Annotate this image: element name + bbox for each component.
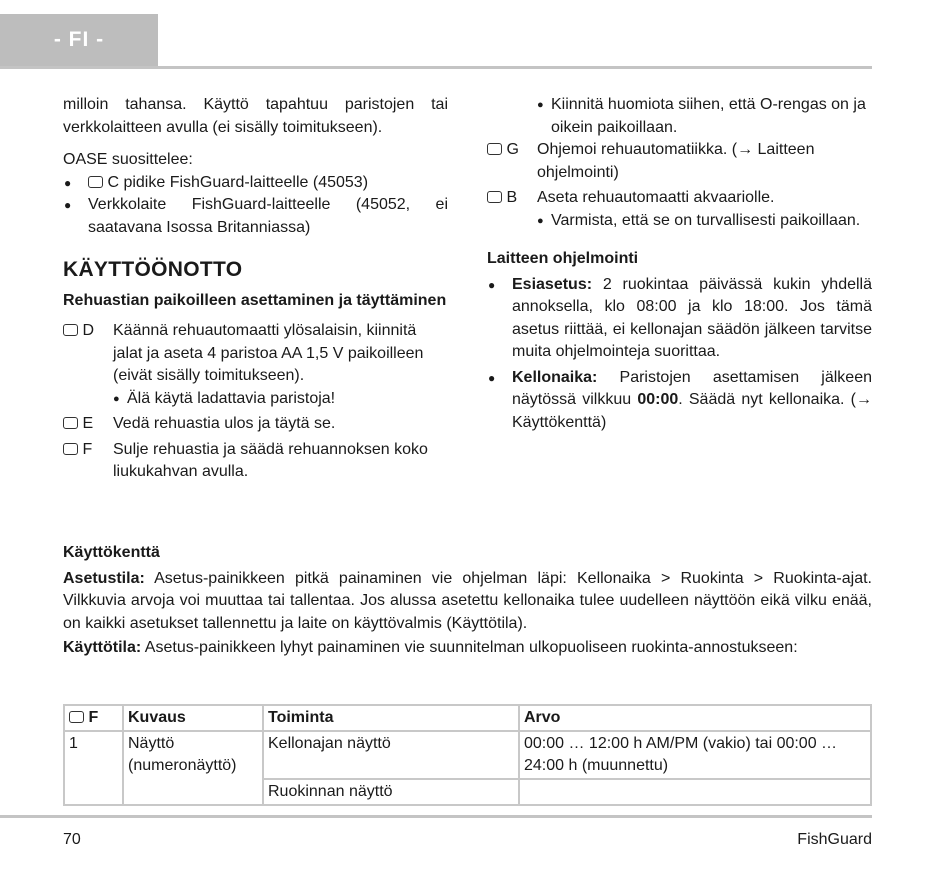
language-tab: - FI - xyxy=(0,14,158,66)
recommend-item xyxy=(63,172,448,195)
table-header-cell: Kuvaus xyxy=(123,705,263,731)
table-header-cell: Toiminta xyxy=(263,705,519,731)
step-letter: E xyxy=(82,415,94,432)
table-cell xyxy=(519,779,871,805)
subsection-title: Rehuastian paikoilleen asettaminen ja täyttäminen xyxy=(63,291,447,309)
operation-title: Käyttökenttä xyxy=(63,544,160,561)
table-cell: 1 xyxy=(64,731,123,805)
step-sub-bullet: ● Kiinnitä huomiota siihen, että O-rengas on ja oikein paikoillaan. xyxy=(537,94,872,139)
step-text: Ohjemoi rehuautomatiikka. (→ Laitteen ohjelmointi) xyxy=(537,141,815,181)
item-text: Paristojen asettamisen jälkeen näytössä vilkkuu xyxy=(512,368,872,408)
paragraph-text: Asetus-painikkeen lyhyt painaminen vie suunnitelman ulkopuoliseen ruokinta-annostukseen: xyxy=(141,639,798,656)
step-marker xyxy=(63,320,113,410)
recommend-title: OASE suosittelee: xyxy=(63,151,193,168)
table-cell: Ruokinnan näyttö xyxy=(263,779,519,805)
function-table xyxy=(63,704,872,806)
item-label: Kellonaika: xyxy=(512,368,598,386)
header-label: F xyxy=(88,709,99,726)
right-column xyxy=(487,94,872,434)
step-marker xyxy=(63,413,113,436)
intro-paragraph: milloin tahansa. Käyttö tapahtuu paristojen tai verkkolaitteen avulla (ei sisälly toimitukseen). xyxy=(63,96,448,136)
operation-section xyxy=(63,542,872,660)
step-b xyxy=(487,187,872,232)
step-d xyxy=(63,320,448,410)
table-header-cell xyxy=(64,705,123,731)
checkbox-icon xyxy=(63,417,78,429)
step-text: Sulje rehuastia ja säädä rehuannoksen koko liukukahvan avulla. xyxy=(113,440,428,480)
step-text: Vedä rehuastia ulos ja täytä se. xyxy=(113,415,336,432)
checkbox-icon xyxy=(487,143,502,155)
paragraph-text: Asetus-painikkeen pitkä painaminen vie ohjelman läpi: Kellonaika > Ruokinta > Ruokinta-ajat. Vilkkuvia arvoja voi muuttaa tai tallentaa. Jos alussa asetettu kellonaika tulee uudelleen näyttöön eikä vilku enää, on kaikki asetukset tallennettu ja laite on käyttövalmis (Käyttötila). xyxy=(63,569,872,632)
operation-paragraph xyxy=(63,568,872,636)
step-letter: D xyxy=(82,322,95,339)
checkbox-icon xyxy=(487,191,502,203)
step-e xyxy=(63,413,448,436)
checkbox-icon xyxy=(69,711,84,723)
step-sub-bullet: ● Varmista, että se on turvallisesti paikoillaan. xyxy=(537,210,872,233)
table-cell: Kellonajan näyttö xyxy=(263,731,519,779)
programming-item xyxy=(487,367,872,435)
table-cell: 00:00 … 12:00 h AM/PM (vakio) tai 00:00 … 24:00 h (muunnettu) xyxy=(519,731,871,779)
table-header-row xyxy=(64,705,871,731)
step-marker xyxy=(63,439,113,484)
recommend-item-text: C pidike FishGuard-laitteelle (45053) xyxy=(107,173,369,191)
footer-divider xyxy=(0,815,872,818)
operation-paragraph xyxy=(63,637,872,660)
display-value: 00:00 xyxy=(637,391,679,408)
programming-title: Laitteen ohjelmointi xyxy=(487,250,639,267)
step-g xyxy=(487,139,872,184)
step-text: Käännä rehuautomaatti ylösalaisin, kiinnitä jalat ja aseta 4 paristoa AA 1,5 V paikoilleen (eivät sisälly toimitukseen). xyxy=(113,322,424,384)
item-text: . Säädä nyt kellonaika. (→ Käyttökenttä) xyxy=(512,391,872,431)
table-cell: Näyttö (numeronäyttö) xyxy=(123,731,263,805)
paragraph-label: Käyttötila: xyxy=(63,639,142,656)
checkbox-icon xyxy=(88,176,103,188)
step-text: Aseta rehuautomaatti akvaariolle. xyxy=(537,189,775,206)
page-number: 70 xyxy=(63,831,81,848)
recommend-item: ● Verkkolaite FishGuard-laitteelle (45052, ei saatavana Isossa Britanniassa) xyxy=(63,194,448,239)
step-marker xyxy=(487,187,537,232)
step-letter: B xyxy=(506,189,518,206)
item-text: 2 ruokintaa päivässä kukin yhdellä annoksella, klo 08:00 ja klo 18:00. Jos tämä asetus riittää, ei kellonajan säädön jälkeen tarvitse muita ohjelmointeja suorittaa. xyxy=(512,275,872,360)
checkbox-icon xyxy=(63,443,78,455)
programming-item xyxy=(487,274,872,364)
table-row xyxy=(64,731,871,779)
step-letter: G xyxy=(506,141,519,158)
step-f xyxy=(63,439,448,484)
checkbox-icon xyxy=(63,324,78,336)
step-marker xyxy=(487,139,537,184)
header-divider xyxy=(0,66,872,69)
section-title: KÄYTTÖÖNOTTO xyxy=(63,258,243,281)
left-column xyxy=(63,94,448,487)
step-sub-bullet: ● Älä käytä ladattavia paristoja! xyxy=(113,388,448,411)
step-letter: F xyxy=(82,440,93,458)
item-label: Esiasetus: xyxy=(512,275,593,293)
footer-brand: FishGuard xyxy=(797,831,872,848)
table-header-cell: Arvo xyxy=(519,705,871,731)
paragraph-label: Asetustila: xyxy=(63,569,145,587)
